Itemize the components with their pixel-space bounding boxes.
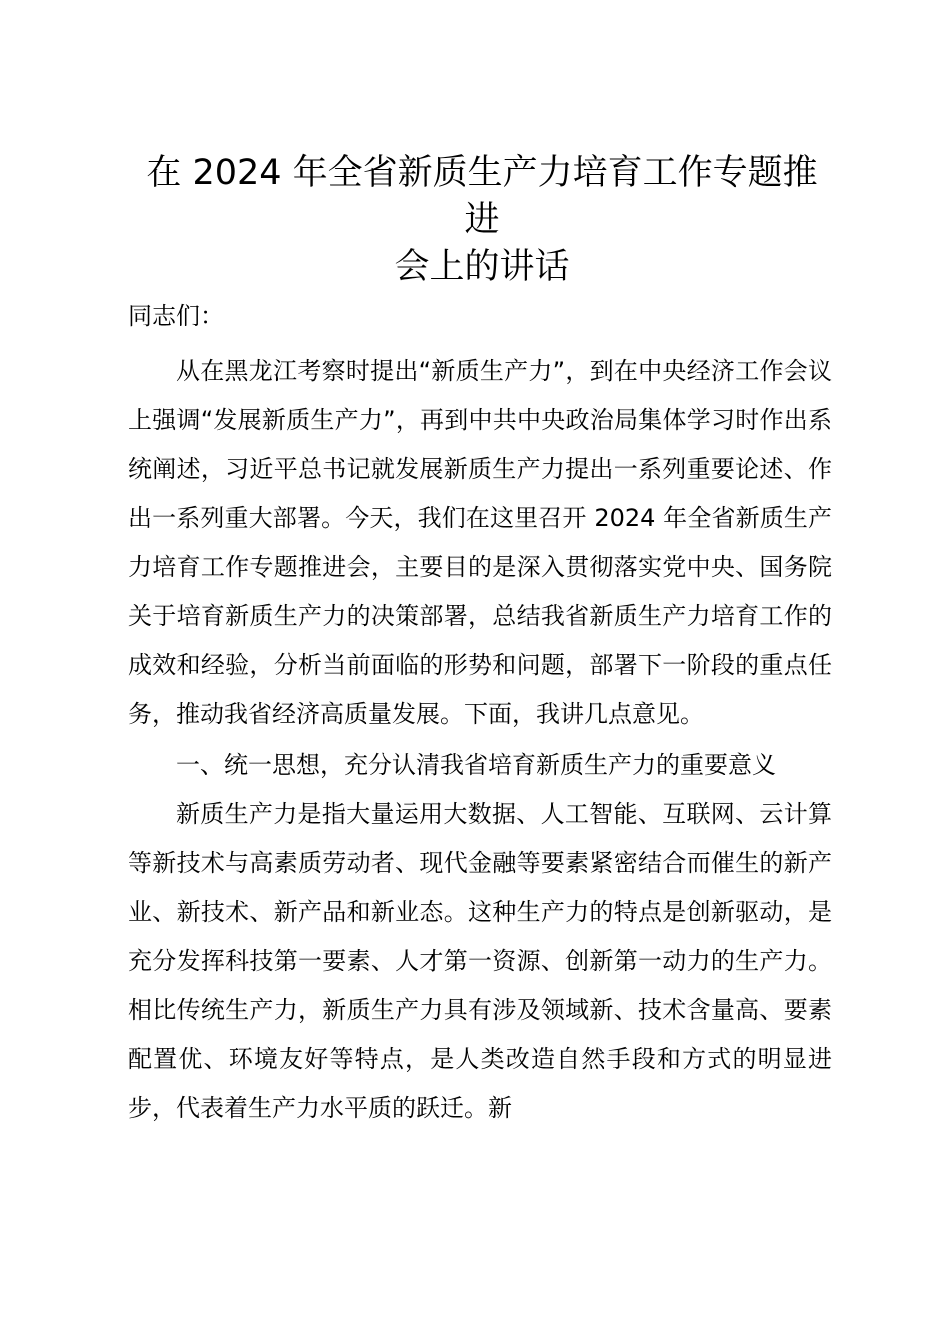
section-1-heading: 一、统一思想，充分认清我省培育新质生产力的重要意义 xyxy=(176,751,776,779)
document-title xyxy=(130,150,834,291)
document-page xyxy=(128,150,832,1133)
title-line-1: 在 2024 年全省新质生产力培育工作专题推进 xyxy=(146,153,818,240)
paragraph-1: 从在黑龙江考察时提出“新质生产力”，到在中央经济工作会议上强调“发展新质生产力”，再到中共中央政治局集体学习时作出系统阐述，习近平总书记就发展新质生产力提出一系列重要论述、作出一系列重大部署。今天，我们在这里召开 2024 年全省新质生产力培育工作专题推进会，主要目的是深入贯彻落实党中央、国务院关于培育新质生产力的决策部署，总结我省新质生产力培育工作的成效和经验，分析当前面临的形势和问题，部署下一阶段的重点任务，推动我省经济高质量发展。下面，我讲几点意见。 xyxy=(128,357,832,728)
paragraph-2: 新质生产力是指大量运用大数据、人工智能、互联网、云计算等新技术与高素质劳动者、现代金融等要素紧密结合而催生的新产业、新技术、新产品和新业态。这种生产力的特点是创新驱动，是充分发挥科技第一要素、人才第一资源、创新第一动力的生产力。相比传统生产力，新质生产力具有涉及领域新、技术含量高、要素配置优、环境友好等特点，是人类改造自然手段和方式的明显进步，代表着生产力水平质的跃迁。新 xyxy=(128,800,832,1122)
salutation: 同志们： xyxy=(128,302,224,330)
title-line-2: 会上的讲话 xyxy=(394,247,570,287)
